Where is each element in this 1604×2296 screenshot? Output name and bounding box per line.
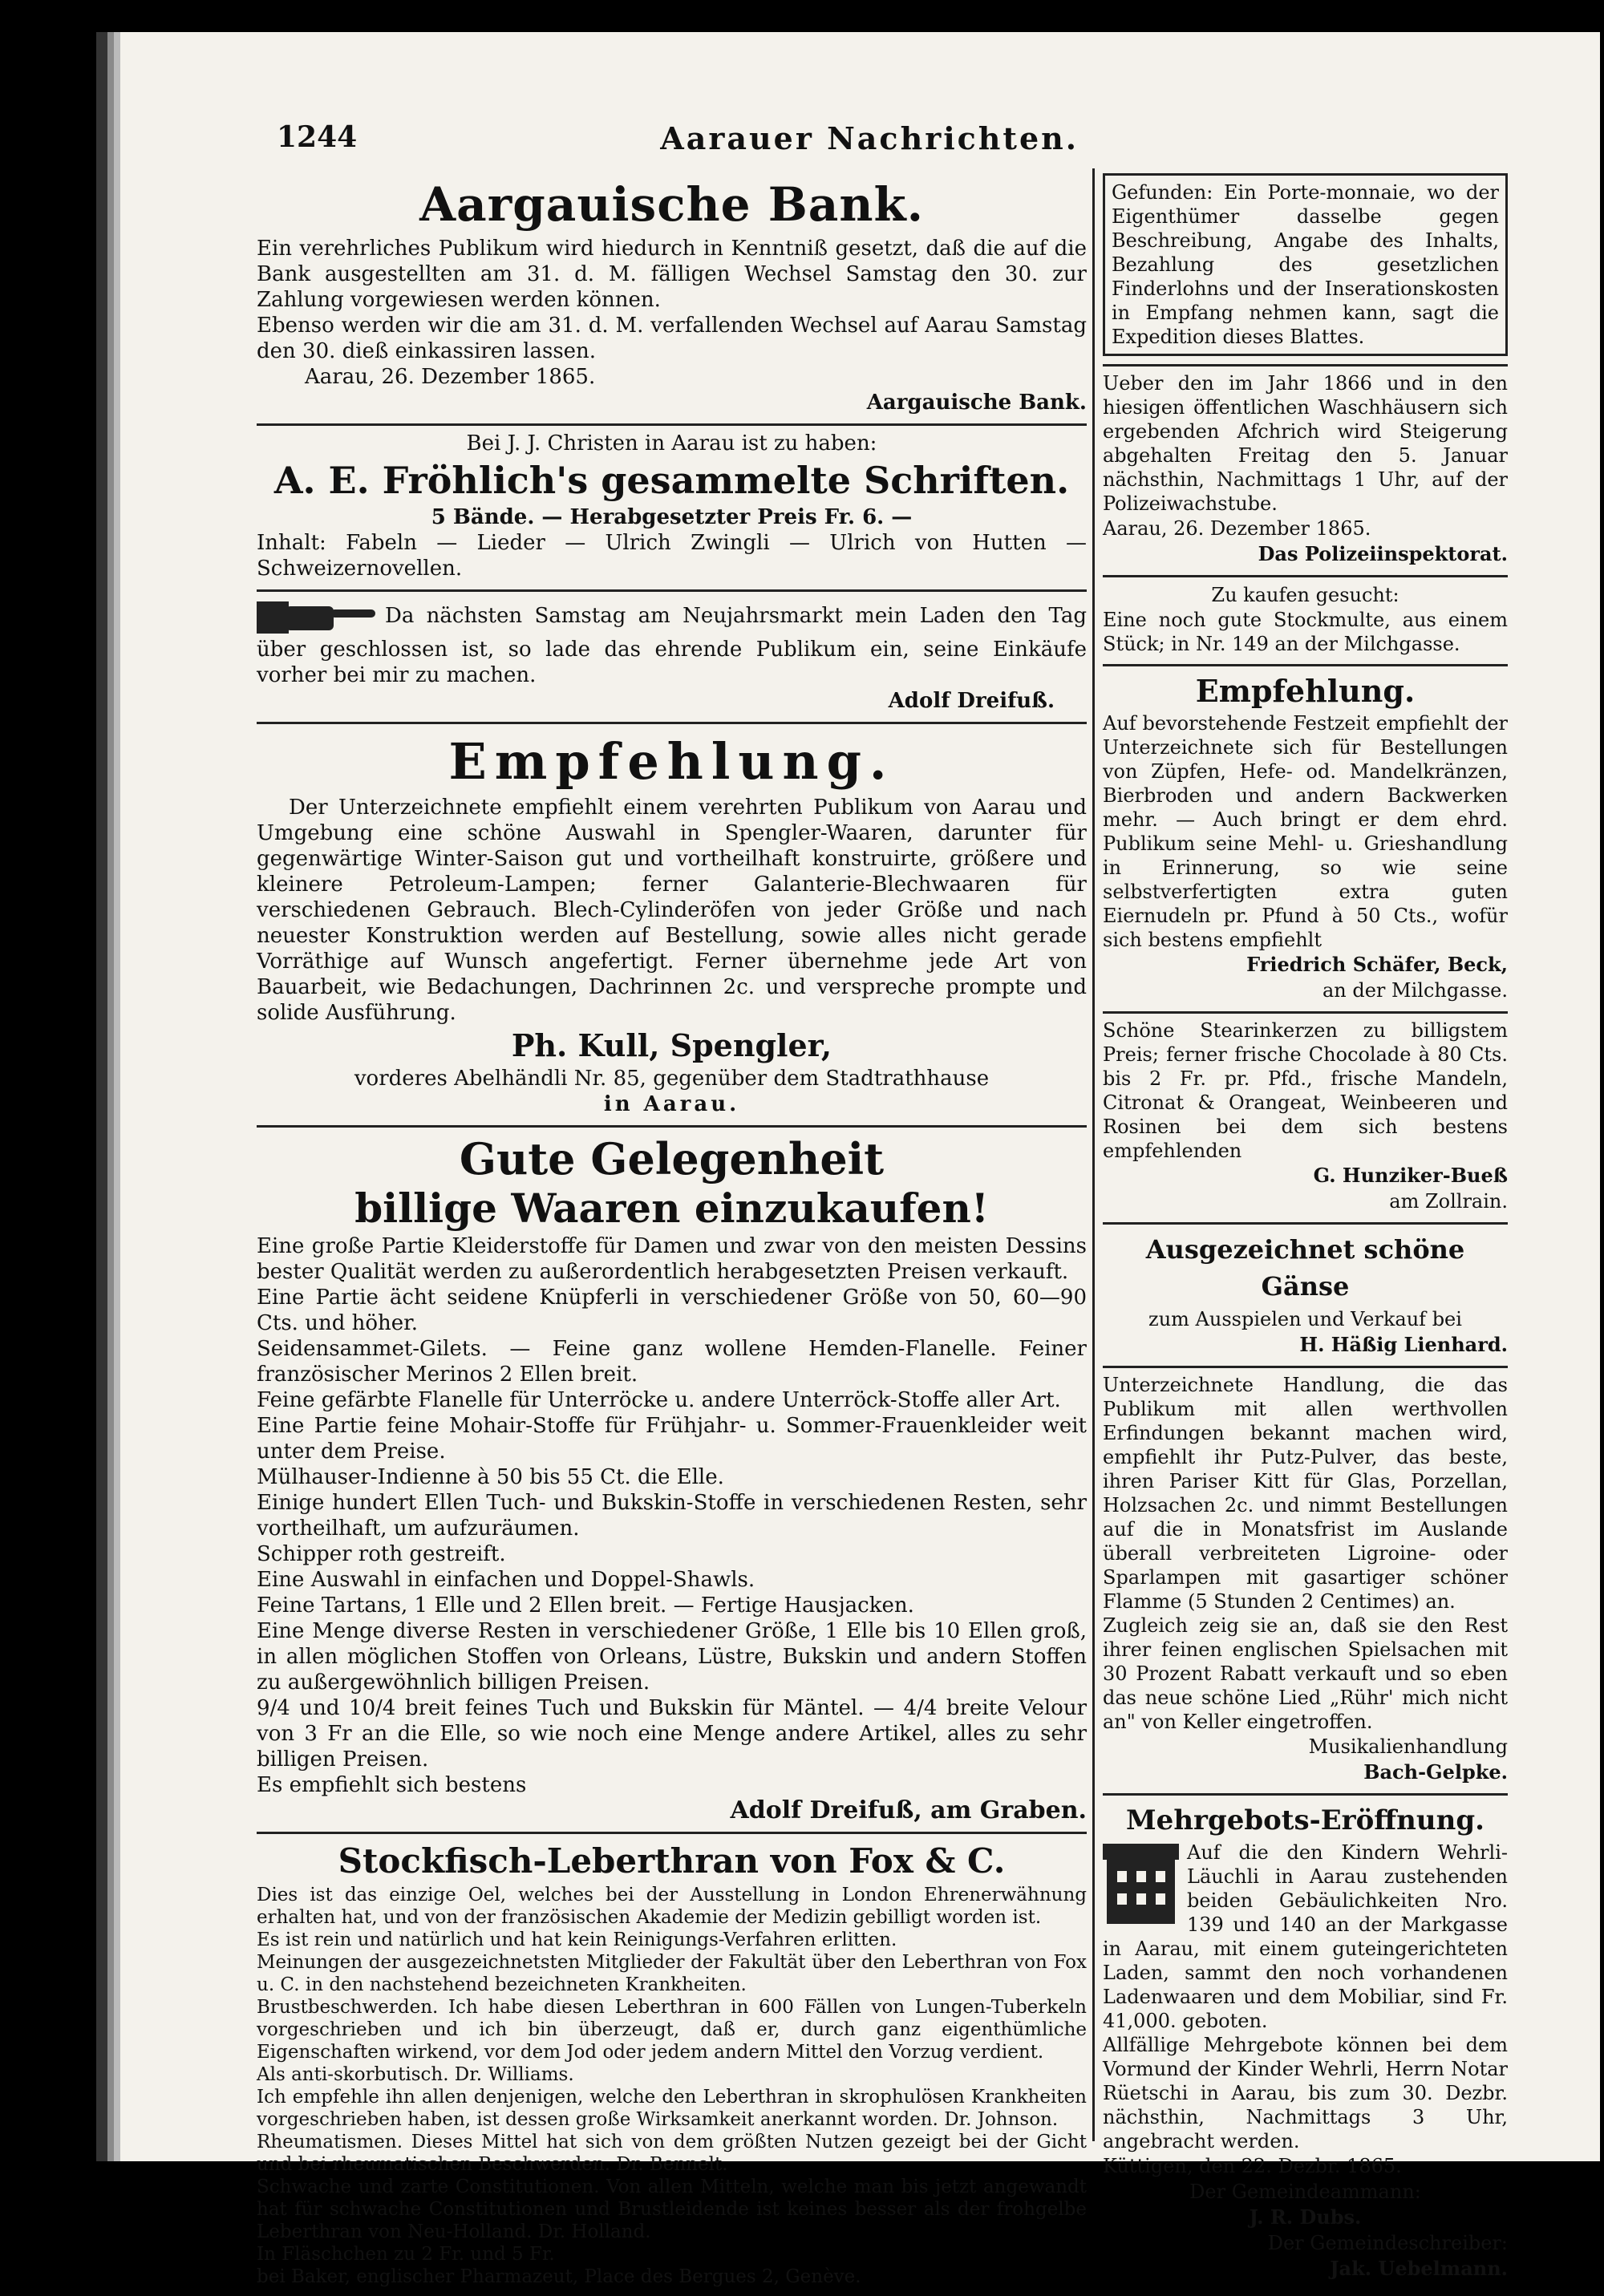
ad-text: zum Ausspielen und Verkauf bei [1148, 1308, 1462, 1330]
ad-text: Schöne Stearinkerzen zu billigstem Preis; ferner frische Chocolade à 80 Cts. bis 2 Fr. pr. Pfd., frische Mandeln, Citronat & Orangeat, Weinbeeren und Rosinen bei dem sich bestens empfehlenden [1103, 1019, 1508, 1162]
ad-line: Mülhauser-Indienne à 50 bis 55 Ct. die Elle. [257, 1465, 724, 1489]
ad-title: A. E. Fröhlich's gesammelte Schriften. [273, 459, 1070, 502]
column-divider [1092, 168, 1095, 2141]
ad-leberthran [257, 1834, 1087, 2296]
ad-address: an der Milchgasse. [1322, 979, 1508, 1002]
ad-line: Dies ist das einzige Oel, welches bei der Ausstellung in London Ehrenerwähnung erhalten hat, und von der französischen Akademie der Medizin gebilligt worden ist. [257, 1885, 1087, 1928]
ad-line: In Fläschchen zu 2 Fr. und 5 Fr. [257, 2244, 555, 2265]
pointing-hand-icon [257, 597, 377, 637]
ad-line: Seidensammet-Gilets. — Feine ganz wollene Hemden-Flanelle. Feiner französischer Merinos 2 Ellen breit. [257, 1337, 1087, 1387]
ad-signature: Das Polizeiinspektorat. [1258, 542, 1508, 565]
ad-title: Gute Gelegenheit [459, 1133, 885, 1184]
ad-signature: Adolf Dreifuß. [888, 689, 1055, 713]
ad-address: am Zollrain. [1389, 1190, 1508, 1213]
ad-line: Es ist rein und natürlich und hat kein Reinigungs-Verfahren erlitten. [257, 1930, 897, 1950]
ad-line: Feine gefärbte Flanelle für Unterröcke u. andere Unterröck-Stoffe aller Art. [257, 1388, 1061, 1412]
ad-title: Empfehlung. [1195, 673, 1416, 709]
ad-signature: Ph. Kull, Spengler, [511, 1027, 832, 1063]
ad-line: Eine große Partie Kleiderstoffe für Damen und zwar von den meisten Dessins bester Qualität werden zu außerordentlich herabgesetzten Preisen verkauft. [257, 1234, 1087, 1284]
ad-bach-gelpke [1103, 1368, 1508, 1796]
ad-text: Bei J. J. Christen in Aarau ist zu haben: [466, 431, 877, 456]
ad-subtitle: 5 Bände. — Herabgesetzter Preis Fr. 6. — [431, 505, 913, 529]
ad-line: Eine Menge diverse Resten in verschiedener Größe, 1 Elle bis 10 Ellen groß, in allen möglichen Stoffen von Orleans, Lüstre, Bukskin und andern Stoffen zu außergewöhnlich billigen Preisen. [257, 1619, 1087, 1695]
ad-polizei [1103, 366, 1508, 577]
ad-signature: G. Hunziker-Bueß [1313, 1164, 1508, 1187]
ad-title: Zu kaufen gesucht: [1211, 584, 1399, 606]
ad-text: Auf bevorstehende Festzeit empfiehlt der Unterzeichnete sich für Bestellungen von Züpfen, Hefe- od. Mandelkränzen, Bierbroden und andern Backwerken mehr. — Auch bringt er dem ehrd. Publikum seine Mehl- u. Grieshandlung in Erinnerung, so wie seine selbstverfertigten extra guten Eiernudeln pr. Pfund à 50 Cts., wofür sich bestens empfiehlt [1103, 712, 1508, 951]
ad-dreifuss-notice [257, 592, 1087, 724]
ad-signature: Bach-Gelpke. [1363, 1760, 1508, 1784]
ad-aargauische-bank [257, 168, 1087, 426]
ad-line: Schipper roth gestreift. [257, 1542, 506, 1566]
ad-signature: Friedrich Schäfer, Beck, [1246, 953, 1508, 976]
ad-role: Der Gemeindeschreiber: [1267, 2232, 1508, 2254]
ad-line: Rheumatismen. Dieses Mittel hat sich von dem größten Nutzen gezeigt bei der Gicht und bei rheumatischen Beschwerden. Dr. Bennelt. [257, 2132, 1087, 2175]
ad-froehlich-books [257, 426, 1087, 592]
ad-date: Aarau, 26. Dezember 1865. [1103, 517, 1371, 540]
ad-title: Mehrgebots-Eröffnung. [1126, 1804, 1485, 1836]
ad-line: Als anti-skorbutisch. Dr. Williams. [257, 2064, 574, 2085]
newspaper-title: Aarauer Nachrichten. [660, 120, 1079, 156]
ad-text: Unterzeichnete Handlung, die das Publikum mit allen werthvollen Erfindungen bekannt machen wird, empfiehlt ihr Putz-Pulver, das beste, ihren Pariser Kitt für Glas, Porzellan, Holzsachen 2c. und nimmt Bestellungen auf die in Monatsfrist im Auslande überall verbreiteten Ligroine- oder Sparlampen mit gasartiger schöner Flamme (5 Stunden 2 Centimes) an. [1103, 1374, 1508, 1613]
ad-stearin [1103, 1014, 1508, 1225]
ad-line: Schwache und zarte Constitutionen. Von allen Mitteln, welche man bis jetzt angewandt hat für schwache Constitutionen und Brustleidende ist keines besser als der frohgelbe Leberthran von Neu-Holland. Dr. Holland. [257, 2177, 1087, 2242]
ad-line: Brustbeschwerden. Ich habe diesen Leberthran in 600 Fällen von Lungen-Tuberkeln vorgeschrieben und ich bin überzeugt, daß er, durch ganz eigenthümliche Eigenschaften wirkend, vor dem Jod oder jedem andern Mittel den Vorzug verdient. [257, 1997, 1087, 2063]
ad-line: Eine Auswahl in einfachen und Doppel-Shawls. [257, 1568, 755, 1592]
ad-signature: H. Häßig Lienhard. [1299, 1333, 1508, 1356]
ad-line: Es empfiehlt sich bestens [257, 1773, 527, 1797]
house-icon [1103, 1844, 1179, 1924]
ad-schaefer [1103, 666, 1508, 1014]
ad-text: Zugleich zeig sie an, daß sie den Rest ihrer feinen englischen Spielsachen mit 30 Prozent Rabatt verkauft und so eben das neue schöne Lied „Rühr' mich nicht an" von Keller eingetroffen. [1103, 1614, 1508, 1733]
ad-text: Ebenso werden wir die am 31. d. M. verfallenden Wechsel auf Aarau Samstag den 30. dieß einkassiren lassen. [257, 314, 1087, 363]
ad-text: Gefunden: Ein Porte-monnaie, wo der Eigenthümer dasselbe gegen Beschreibung, Angabe des Inhalts, Bezahlung des gesetzlichen Finderlohns und der Inserationskosten in Empfang nehmen kann, sagt die Expedition dieses Blattes. [1112, 181, 1499, 348]
ad-text: Auf die den Kindern Wehrli-Läuchli in Aarau zustehenden beiden Gebäulichkeiten Nro. 139 und 140 an der Markgasse in Aarau, mit einem guteingerichteten Laden, sammt den noch vorhandenen Ladenwaaren und dem Mobiliar, sind Fr. 41,000. geboten. [1103, 1841, 1508, 2032]
right-column [1103, 168, 1508, 2290]
ad-date: Küttigen, den 22. Dezbr. 1865. [1103, 2155, 1402, 2177]
left-column [257, 168, 1087, 2296]
ad-text: Ueber den im Jahr 1866 und in den hiesigen öffentlichen Waschhäusern sich ergebenden Afchrich wird Steigerung abgehalten Freitag den 5. Januar nächsthin, Nachmittags 1 Uhr, auf der Polizeiwachstube. [1103, 372, 1508, 515]
ad-text: Inhalt: Fabeln — Lieder — Ulrich Zwingli — Ulrich von Hutten — Schweizernovellen. [257, 531, 1087, 581]
ad-gefunden [1103, 168, 1508, 366]
ad-place: in Aarau. [603, 1092, 740, 1116]
ad-line: Meinungen der ausgezeichnetsten Mitglieder der Fakultät über den Leberthran von Fox u. C. in den nachstehend bezeichneten Krankheiten. [257, 1952, 1087, 1995]
ad-signature: Aargauische Bank. [866, 391, 1087, 415]
ad-zu-kaufen [1103, 577, 1508, 666]
ad-gaense [1103, 1225, 1508, 1368]
ad-title: Empfehlung. [448, 732, 895, 791]
ad-line: Feine Tartans, 1 Elle und 2 Ellen breit. — Fertige Hausjacken. [257, 1593, 914, 1618]
ad-title: billige Waaren einzukaufen! [354, 1184, 989, 1232]
ad-title: Ausgezeichnet schöne Gänse [1145, 1234, 1465, 1302]
ad-mehrgebot [1103, 1796, 1508, 2290]
ad-signature: Musikalienhandlung [1308, 1735, 1508, 1758]
ad-gute-gelegenheit [257, 1128, 1087, 1834]
ad-text: Eine noch gute Stockmulte, aus einem Stück; in Nr. 149 an der Milchgasse. [1103, 609, 1508, 655]
ad-role: Der Gemeindeammann: [1189, 2181, 1421, 2203]
ad-kull-spengler [257, 724, 1087, 1128]
ad-signature: Jak. Uebelmann. [1330, 2257, 1508, 2280]
ad-signature: J. R. Dubs. [1249, 2205, 1362, 2229]
page-header [277, 120, 1079, 168]
page-number: 1244 [277, 120, 358, 154]
ad-title: Stockfisch-Leberthran von Fox & C. [338, 1841, 1006, 1881]
ad-address: vorderes Abelhändli Nr. 85, gegenüber dem Stadtrathhause [354, 1067, 990, 1091]
ad-line: bei Baker, englischer Pharmazeut, Place des Bergues 2, Genève. [257, 2266, 861, 2287]
ad-line: Einige hundert Ellen Tuch- und Bukskin-Stoffe in verschiedenen Resten, sehr vortheilhaft, um aufzuräumen. [257, 1491, 1087, 1541]
ad-line: Eine Partie feine Mohair-Stoffe für Frühjahr- u. Sommer-Frauenkleider weit unter dem Preise. [257, 1414, 1087, 1464]
ad-text: Ein verehrliches Publikum wird hiedurch in Kenntniß gesetzt, daß die auf die Bank ausgestellten am 31. d. M. fälligen Wechsel Samstag den 30. zur Zahlung vorgewiesen werden können. [257, 237, 1087, 312]
ad-text: Allfällige Mehrgebote können bei dem Vormund der Kinder Wehrli, Herrn Notar Rüetschi in Aarau, bis zum 30. Dezbr. nächsthin, Nachmittags 3 Uhr, angebracht werden. [1103, 2034, 1508, 2152]
ad-line: Ich empfehle ihn allen denjenigen, welche den Leberthran in skrophulösen Krankheiten vorgeschrieben haben, ist dessen große Wirksamkeit anerkannt worden. Dr. Johnson. [257, 2087, 1087, 2130]
ad-line: Eine Partie ächt seidene Knüpferli in verschiedener Größe von 50, 60—90 Cts. und höher. [257, 1286, 1087, 1335]
ad-text: Da nächsten Samstag am Neujahrsmarkt mein Laden den Tag über geschlossen ist, so lade das ehrende Publikum ein, seine Einkäufe vorher bei mir zu machen. [257, 604, 1087, 687]
ad-title: Aargauische Bank. [419, 177, 924, 232]
ad-date: Aarau, 26. Dezember 1865. [305, 365, 596, 389]
ad-text: Der Unterzeichnete empfiehlt einem verehrten Publikum von Aarau und Umgebung eine schöne Auswahl in Spengler-Waaren, darunter für gegenwärtige Winter-Saison gut und vortheilhaft konstruirte, größere und kleinere Petroleum-Lampen; ferner Galanterie-Blechwaaren für verschiedenen Gebrauch. Blech-Cylinderöfen von jeder Größe und nach neuester Konstruktion werden auf Bestellung, sowie alles nicht gerade Vorräthige auf Wunsch angefertigt. Ferner übernehme jede Art von Bauarbeit, wie Bedachungen, Dachrinnen 2c. und verspreche prompte und solide Ausführung. [257, 796, 1087, 1025]
ad-line: 9/4 und 10/4 breit feines Tuch und Bukskin für Mäntel. — 4/4 breite Velour von 3 Fr an die Elle, so wie noch eine Menge andere Artikel, alles zu sehr billigen Preisen. [257, 1696, 1087, 1772]
ad-signature: Adolf Dreifuß, am Graben. [730, 1796, 1087, 1824]
